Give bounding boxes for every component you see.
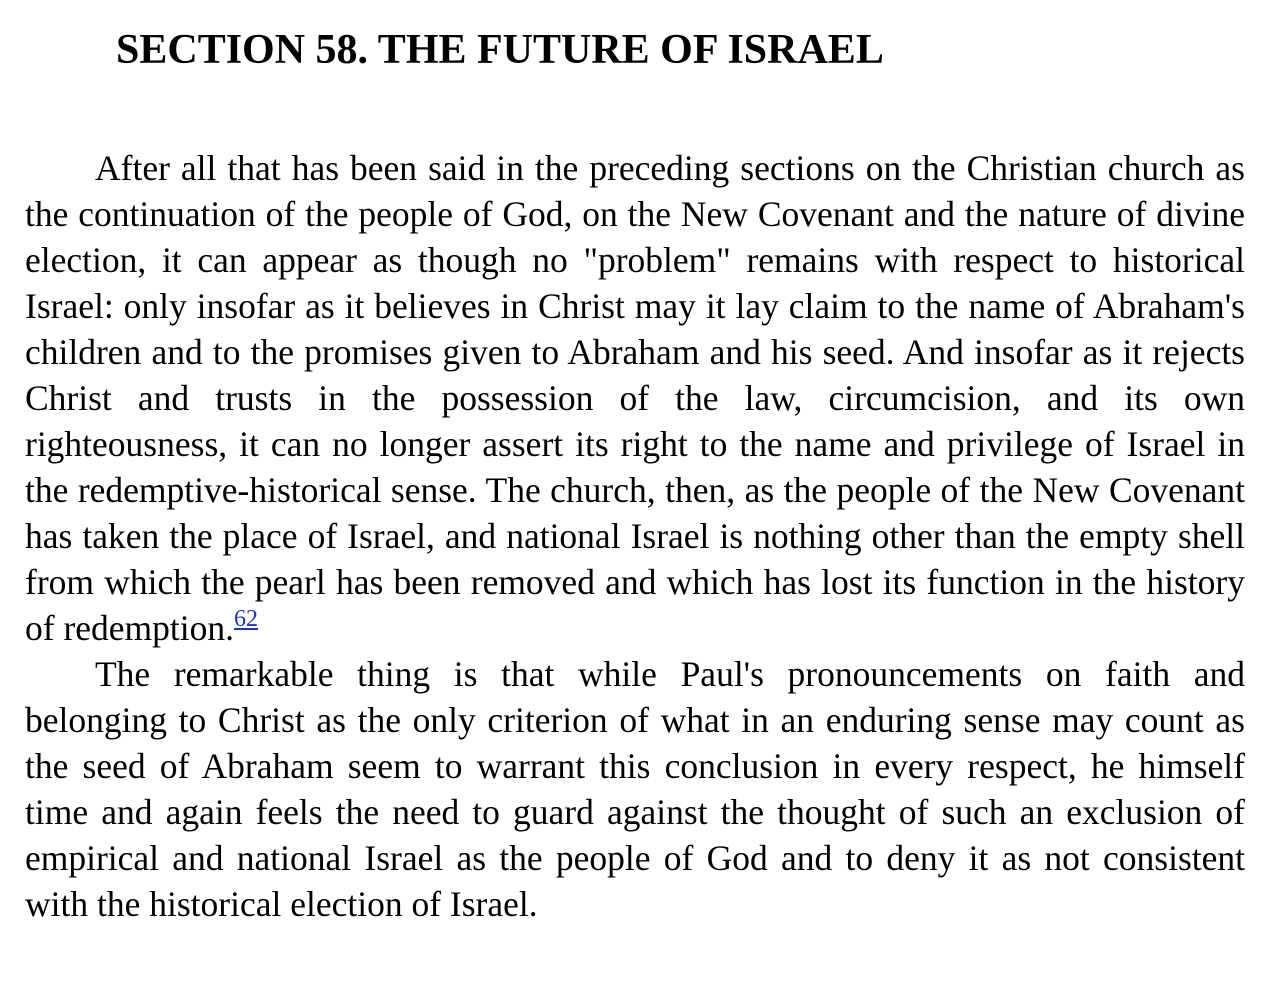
- paragraph-2-text: The remarkable thing is that while Paul's pronouncements on faith and belonging to Christ as the only criterion of what in an enduring sense may count as the seed of Abraham seem to warrant this conclusion in every respect, he himself time and again feels the need to guard against the thought of such an exclusion of empirical and national Israel as the people of God and to deny it as not consistent with the historical election of Israel.: [25, 654, 1245, 924]
- section-heading: SECTION 58. THE FUTURE OF ISRAEL: [116, 27, 884, 73]
- paragraph-1-text: After all that has been said in the preceding sections on the Christian church as the continuation of the people of God, on the New Covenant and the nature of divine election, it can appear as though no "problem" remains with respect to historical Israel: only insofar as it believes in Christ may it lay claim to the name of Abraham's children and to the promises given to Abraham and his seed. And insofar as it rejects Christ and trusts in the possession of the law, circumcision, and its own righteousness, it can no longer assert its right to the name and privilege of Israel in the redemptive-historical sense. The church, then, as the people of the New Covenant has taken the place of Israel, and national Israel is nothing other than the empty shell from which the pearl has been removed and which has lost its function in the history of redemption.: [25, 148, 1245, 648]
- footnote-link[interactable]: 62: [234, 606, 258, 632]
- document-page: [25, 0, 1245, 927]
- paragraph-1: [25, 145, 1245, 651]
- body-text: [25, 145, 1245, 927]
- paragraph-2: [25, 651, 1245, 927]
